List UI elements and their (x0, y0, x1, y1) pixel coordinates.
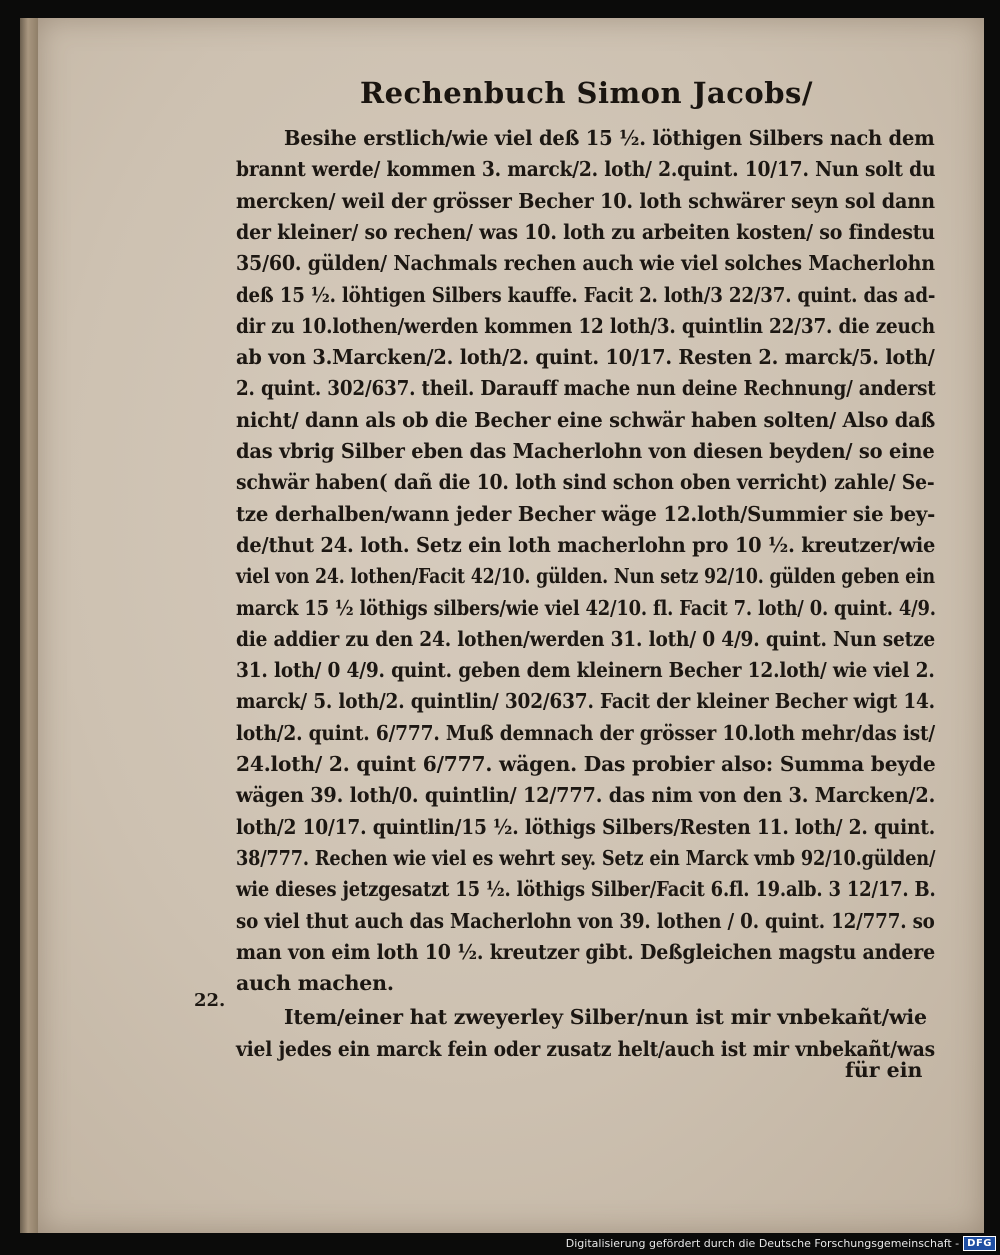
running-head: Rechenbuch Simon Jacobs/ (360, 76, 813, 110)
text-line: marck 15 ½ löthigs silbers/wie viel 42/10. fl. Facit 7. loth/ 0. quint. 4/9. (236, 595, 936, 620)
text-line: deß 15 ½. löhtigen Silbers kauffe. Facit 2. loth/3 22/37. quint. das ad- (236, 282, 936, 307)
text-line: der kleiner/ so rechen/ was 10. loth zu arbeiten kosten/ so findestu (236, 219, 935, 244)
credit-text: Digitalisierung gefördert durch die Deutsche Forschungsgemeinschaft - (565, 1237, 960, 1250)
text-line: schwär haben( dañ die 10. loth sind schon oben verricht) zahle/ Se- (236, 470, 935, 495)
catchword: für ein (845, 1058, 923, 1082)
text-line: Besihe erstlich/wie viel deß 15 ½. löthigen Silbers nach dem (284, 126, 935, 150)
text-line: wie dieses jetzgesatzt 15 ½. löthigs Silber/Facit 6.fl. 19.alb. 3 12/17. B. (236, 877, 936, 902)
text-line: loth/2 10/17. quintlin/15 ½. löthigs Silbers/Resten 11. loth/ 2. quint. (236, 814, 936, 839)
digitization-credit (566, 1236, 996, 1251)
text-line: viel jedes ein marck fein oder zusatz helt/auch ist mir vnbekañt/was (236, 1036, 935, 1061)
text-line: so viel thut auch das Macherlohn von 39. lothen / 0. quint. 12/777. so (236, 908, 935, 933)
text-line: ab von 3.Marcken/2. loth/2. quint. 10/17. Resten 2. marck/5. loth/ (236, 345, 935, 370)
text-line: man von eim loth 10 ½. kreutzer gibt. Deßgleichen magstu andere (236, 939, 935, 964)
text-line: de/thut 24. loth. Setz ein loth macherlohn pro 10 ½. kreutzer/wie (236, 532, 936, 557)
text-line: die addier zu den 24. lothen/werden 31. loth/ 0 4/9. quint. Nun setze (236, 626, 935, 651)
text-line: viel von 24. lothen/Facit 42/10. gülden. Nun setz 92/10. gülden geben ein (236, 564, 935, 589)
text-line: 35/60. gülden/ Nachmals rechen auch wie viel solches Macherlohn (236, 251, 935, 276)
text-line: 2. quint. 302/637. theil. Darauff mache nun deine Rechnung/ anderst (236, 376, 936, 401)
text-line: Item/einer hat zweyerley Silber/nun ist mir vnbekañt/wie (284, 1005, 927, 1030)
text-line: auch machen. (236, 971, 394, 996)
text-line: brannt werde/ kommen 3. marck/2. loth/ 2.quint. 10/17. Nun solt du (236, 157, 936, 182)
page-edge (20, 18, 40, 1233)
text-line: 38/777. Rechen wie viel es wehrt sey. Setz ein Marck vmb 92/10.gülden/ (236, 845, 936, 870)
text-line: marck/ 5. loth/2. quintlin/ 302/637. Facit der kleiner Becher wigt 14. (236, 689, 935, 714)
text-line: loth/2. quint. 6/777. Muß demnach der grösser 10.loth mehr/das ist/ (236, 720, 935, 745)
text-line: nicht/ dann als ob die Becher eine schwär haben solten/ Also daß (236, 407, 936, 432)
text-line: dir zu 10.lothen/werden kommen 12 loth/3. quintlin 22/37. die zeuch (236, 313, 935, 338)
text-line: das vbrig Silber eben das Macherlohn von diesen beyden/ so eine (236, 439, 935, 463)
text-line: 31. loth/ 0 4/9. quint. geben dem kleinern Becher 12.loth/ wie viel 2. (236, 658, 935, 683)
text-line: mercken/ weil der grösser Becher 10. loth schwärer seyn sol dann (236, 188, 935, 213)
text-line: tze derhalben/wann jeder Becher wäge 12.loth/Summier sie bey- (236, 501, 936, 526)
dfg-logo: DFG (963, 1236, 996, 1251)
margin-number: 22. (194, 990, 226, 1011)
text-line: wägen 39. loth/0. quintlin/ 12/777. das nim von den 3. Marcken/2. (236, 783, 936, 808)
text-line: 24.loth/ 2. quint 6/777. wägen. Das probier also: Summa beyde (236, 752, 936, 776)
